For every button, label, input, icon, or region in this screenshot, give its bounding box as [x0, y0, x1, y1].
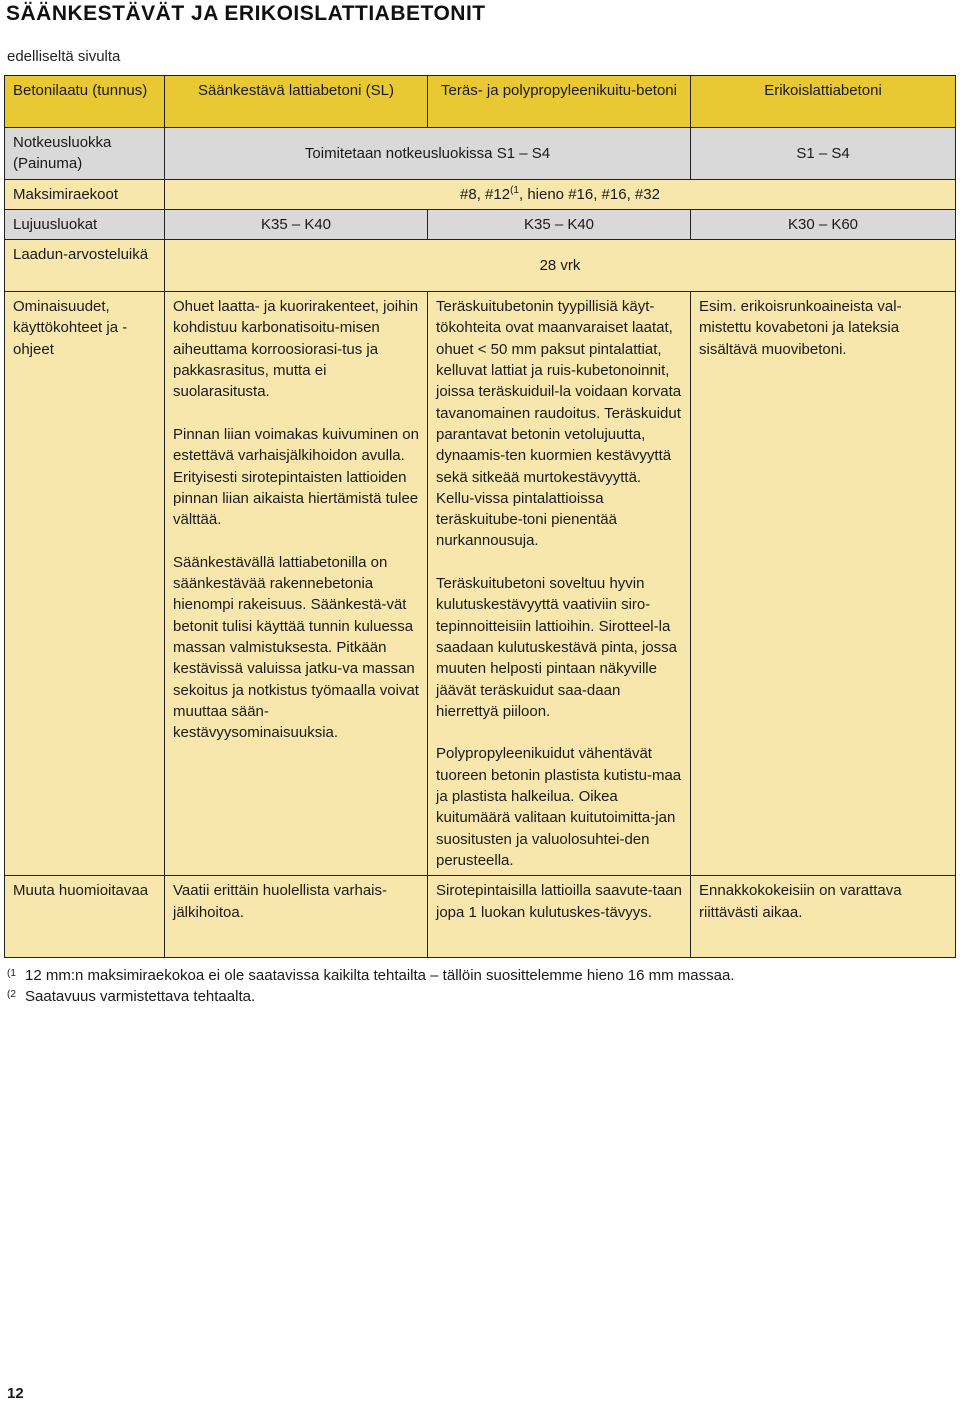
strength-special: K30 – K60	[691, 209, 956, 239]
footnotes	[7, 965, 734, 1007]
page-title: SÄÄNKESTÄVÄT JA ERIKOISLATTIABETONIT	[6, 2, 486, 25]
strength-label: Lujuusluokat	[5, 209, 165, 239]
properties-sl-para: Pinnan liian voimakas kuivuminen on estettävä varhaisjälkihoidon avulla. Erityisesti sirotepintaisten lattioiden pinnan liian aikaista hiertämistä tulee välttää.	[173, 425, 419, 529]
header-col-label: Betonilaatu (tunnus)	[5, 76, 165, 128]
other-notes-fiber: Sirotepintaisilla lattioilla saavute-taan jopa 1 luokan kulutuskes-tävyys.	[428, 876, 691, 958]
properties-special-para: Esim. erikoisrunkoaineista val-mistettu kovabetoni ja lateksia sisältävä muovibetoni.	[699, 298, 902, 358]
properties-label: Ominaisuudet, käyttökohteet ja -ohjeet	[5, 292, 165, 876]
other-notes-sl: Vaatii erittäin huolellista varhais-jälkihoitoa.	[165, 876, 428, 958]
slump-row	[5, 128, 956, 180]
properties-fiber-para: Teräskuitubetonin tyypillisiä käyt-tökohteita ovat maanvaraiset laatat, ohuet < 50 mm paksut pintalattiat, kelluvat lattiat ja ruis-kubetonoinnit, joissa teräskuiduil-la voidaan korvata tavanomainen raudoitus. Teräskuidut parantavat betonin vetolujuutta, dynaamis-ten kuormien kestävyyttä sekä sitkeää murtokestävyyttä. Kellu-vissa pintalattioissa teräskuitube-toni pienentää nurkannousuja.	[436, 298, 682, 550]
aggregate-label: Maksimiraekoot	[5, 179, 165, 209]
header-col-sl: Säänkestävä lattiabetoni (SL)	[165, 76, 428, 128]
footnote-text: 12 mm:n maksimiraekokoa ei ole saatavissa kaikilta tehtailta – tällöin suosittelemme hieno 16 mm massaa.	[25, 967, 735, 984]
footnote	[7, 965, 734, 986]
properties-sl-para: Ohuet laatta- ja kuorirakenteet, joihin kohdistuu karbonatisoitu-misen aiheuttama korroosiorasi-tus ja pakkasrasitus, mutta ei suolarasitusta.	[173, 298, 419, 401]
properties-fiber-para: Teräskuitubetoni soveltuu hyvin kulutuskestävyyttä vaativiin siro-tepinnoitteisiin lattioihin. Sirotteel-la saadaan kulutuskestävä pinta, jossa muuten helposti pintaan näkyville jäävät teräskuidut saa-daan hierrettyä piiloon.	[436, 575, 677, 720]
aggregate-footnote-ref: (1	[510, 184, 519, 196]
concrete-spec-table	[4, 75, 956, 958]
properties-sl-para: Säänkestävällä lattiabetonilla on säänkestävää rakennebetonia hienompi rakeisuus. Säänkestä-vät betonit tulisi käyttää tunnin kuluessa massan valmistuksesta. Pitkään kestävissä valuissa jatku-va massan sekoitus ja notkistus työmaalla voivat muuttaa sään-kestävyysominaisuuksia.	[173, 553, 419, 742]
grading-age-label: Laadun-arvosteluikä	[5, 240, 165, 292]
header-col-special: Erikoislattiabetoni	[691, 76, 956, 128]
properties-fiber-para: Polypropyleenikuidut vähentävät tuoreen betonin plastista kutistu-maa ja plastista halkeilua. Oikea kuitumäärä valitaan kuitutoimitta-jan suositusten ja valuolosuhtei-den perusteella.	[436, 745, 682, 869]
other-notes-row	[5, 876, 956, 958]
properties-special	[691, 292, 956, 876]
strength-sl: K35 – K40	[165, 209, 428, 239]
other-notes-special: Ennakkokokeisiin on varattava riittävästi aikaa.	[691, 876, 956, 958]
strength-fiber: K35 – K40	[428, 209, 691, 239]
aggregate-value-a: #8, #12	[460, 185, 511, 203]
slump-value: Toimitetaan notkeusluokissa S1 – S4	[165, 128, 691, 180]
footnote	[7, 986, 734, 1007]
header-col-fiber: Teräs- ja polypropyleenikuitu-betoni	[428, 76, 691, 128]
grading-age-value: 28 vrk	[165, 240, 956, 292]
properties-row	[5, 292, 956, 876]
strength-row	[5, 209, 956, 239]
footnote-text: Saatavuus varmistettava tehtaalta.	[25, 988, 256, 1005]
properties-sl	[165, 292, 428, 876]
other-notes-label: Muuta huomioitavaa	[5, 876, 165, 958]
aggregate-value-b: , hieno #16, #16, #32	[518, 185, 660, 203]
slump-special: S1 – S4	[691, 128, 956, 180]
aggregate-value	[165, 179, 956, 209]
aggregate-row	[5, 179, 956, 209]
footnote-mark: (2	[7, 989, 16, 1000]
page-number: 12	[7, 1385, 24, 1402]
page-subtitle: edelliseltä sivulta	[7, 48, 121, 65]
slump-label: Notkeusluokka (Painuma)	[5, 128, 165, 180]
grading-age-row	[5, 240, 956, 292]
properties-fiber	[428, 292, 691, 876]
footnote-mark: (1	[7, 968, 16, 979]
header-row	[5, 76, 956, 128]
